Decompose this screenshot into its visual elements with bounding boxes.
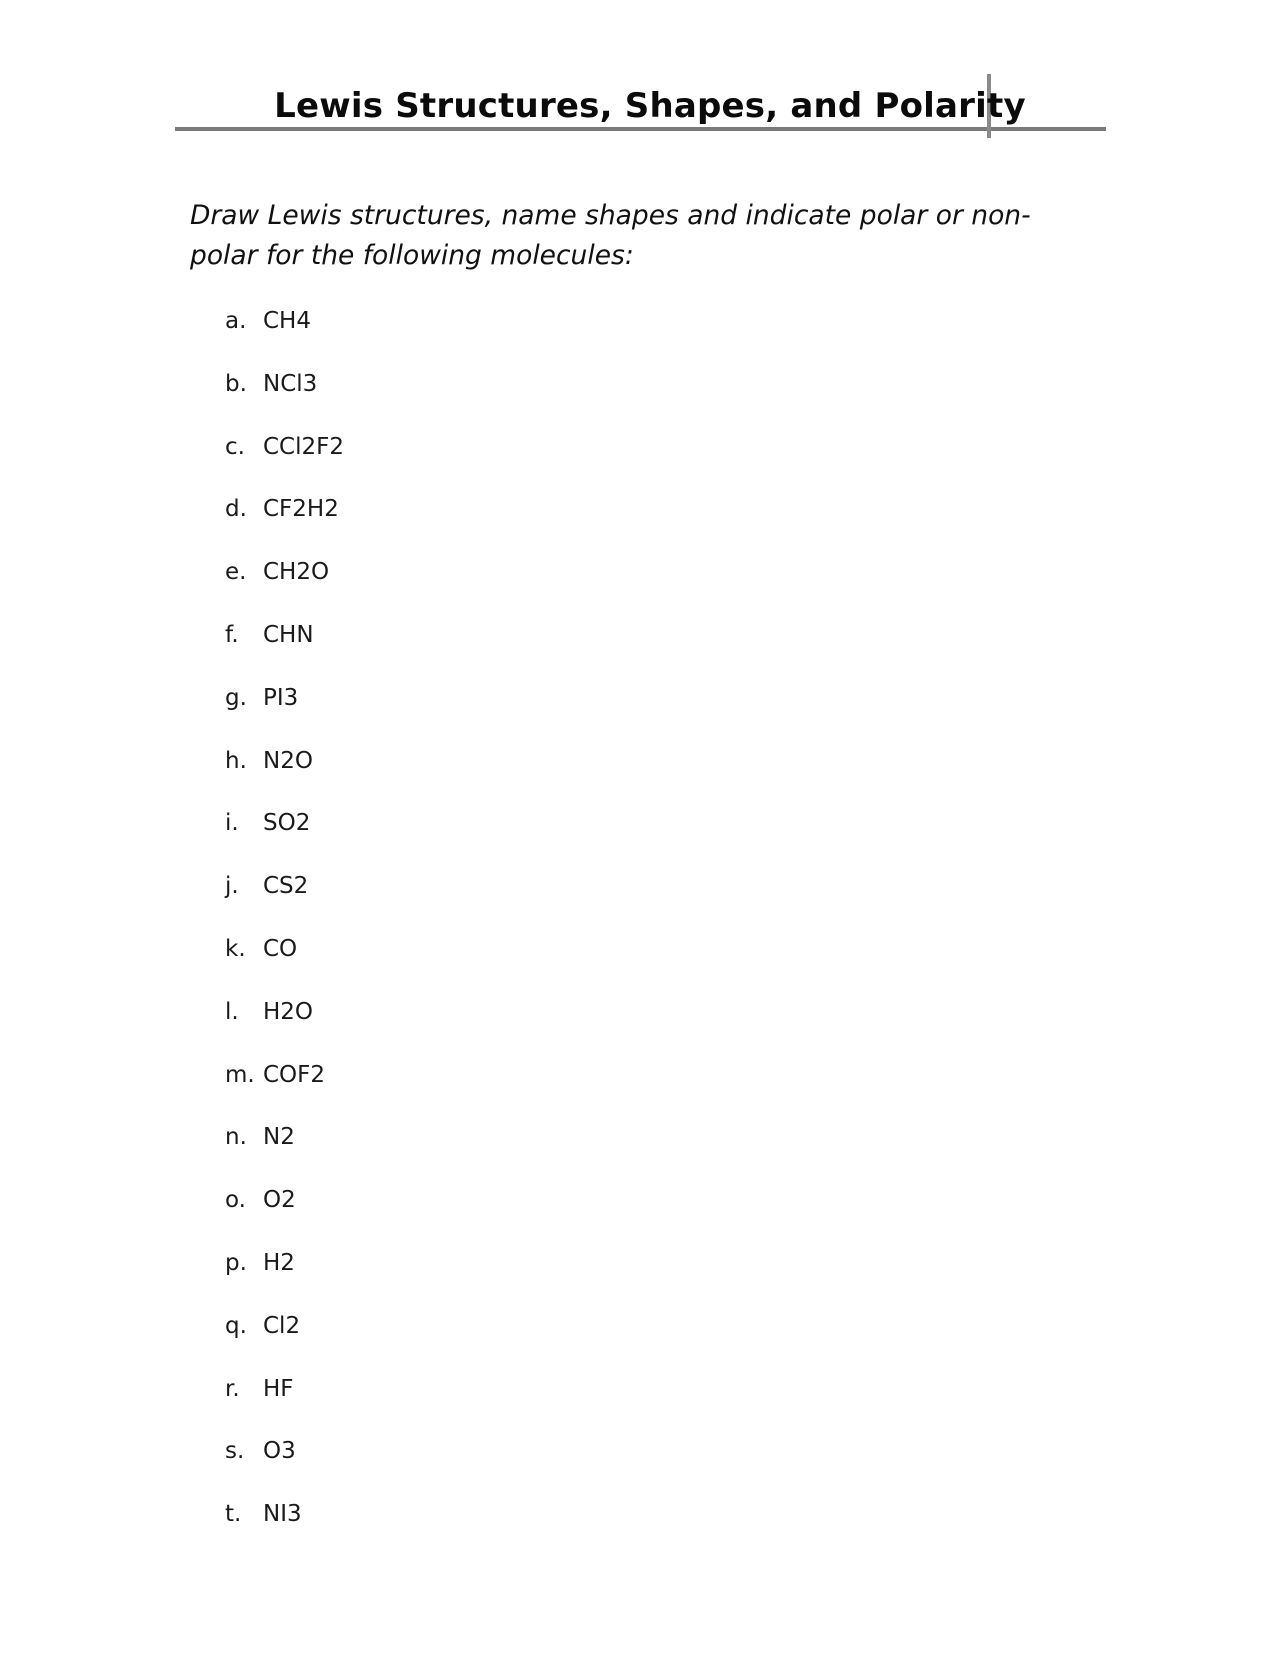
list-item — [225, 934, 344, 997]
item-letter: c. — [225, 433, 245, 460]
list-item — [225, 808, 344, 871]
item-formula: CCl2F2 — [263, 433, 345, 460]
item-letter: t. — [225, 1501, 242, 1528]
instructions-text: Draw Lewis structures, name shapes and indicate polar or non-polar for the following molecules: — [190, 200, 1031, 271]
item-letter: b. — [225, 370, 247, 397]
item-letter: q. — [225, 1312, 247, 1339]
list-item — [225, 683, 344, 746]
item-letter: h. — [225, 747, 247, 774]
item-formula: H2 — [263, 1249, 295, 1276]
item-letter: a. — [225, 308, 247, 334]
item-letter: l. — [225, 998, 239, 1025]
item-letter: k. — [225, 935, 246, 962]
list-item — [225, 1248, 344, 1311]
item-formula: COF2 — [263, 1061, 326, 1088]
item-letter: s. — [225, 1438, 245, 1465]
molecule-list — [225, 306, 344, 1562]
title-underline — [175, 127, 1106, 131]
page-title: Lewis Structures, Shapes, and Polarity — [274, 86, 1026, 126]
list-item — [225, 306, 344, 369]
item-letter: g. — [225, 684, 247, 711]
item-letter: j. — [225, 873, 239, 900]
item-letter: m. — [225, 1061, 255, 1088]
item-letter: p. — [225, 1249, 247, 1276]
list-item — [225, 557, 344, 620]
item-formula: NI3 — [263, 1501, 302, 1528]
list-item — [225, 1436, 344, 1499]
list-item — [225, 494, 344, 557]
item-formula: CS2 — [263, 873, 309, 900]
list-item — [225, 620, 344, 683]
list-item — [225, 1122, 344, 1185]
list-item — [225, 997, 344, 1060]
list-item — [225, 746, 344, 809]
item-formula: N2O — [263, 747, 313, 774]
item-letter: i. — [225, 810, 239, 837]
item-formula: NCl3 — [263, 370, 318, 397]
item-letter: f. — [225, 621, 239, 648]
item-formula: CHN — [263, 621, 314, 648]
list-item — [225, 1499, 344, 1562]
item-letter: o. — [225, 1187, 246, 1214]
item-formula: HF — [263, 1375, 294, 1402]
item-letter: r. — [225, 1375, 240, 1402]
item-formula: CO — [263, 935, 298, 962]
list-item — [225, 1374, 344, 1437]
item-formula: O3 — [263, 1438, 296, 1465]
item-formula: N2 — [263, 1124, 295, 1151]
list-item — [225, 1185, 344, 1248]
item-formula: SO2 — [263, 810, 311, 837]
item-letter: e. — [225, 559, 247, 586]
item-formula: O2 — [263, 1187, 296, 1214]
list-item — [225, 432, 344, 495]
item-formula: CF2H2 — [263, 496, 339, 523]
list-item — [225, 369, 344, 432]
item-letter: d. — [225, 496, 247, 523]
item-formula: CH2O — [263, 559, 330, 586]
list-item — [225, 1060, 344, 1123]
item-formula: H2O — [263, 998, 314, 1025]
list-item — [225, 871, 344, 934]
list-item — [225, 1311, 344, 1374]
item-letter: n. — [225, 1124, 247, 1151]
item-formula: CH4 — [263, 308, 311, 334]
item-formula: Cl2 — [263, 1312, 301, 1339]
item-formula: PI3 — [263, 684, 299, 711]
